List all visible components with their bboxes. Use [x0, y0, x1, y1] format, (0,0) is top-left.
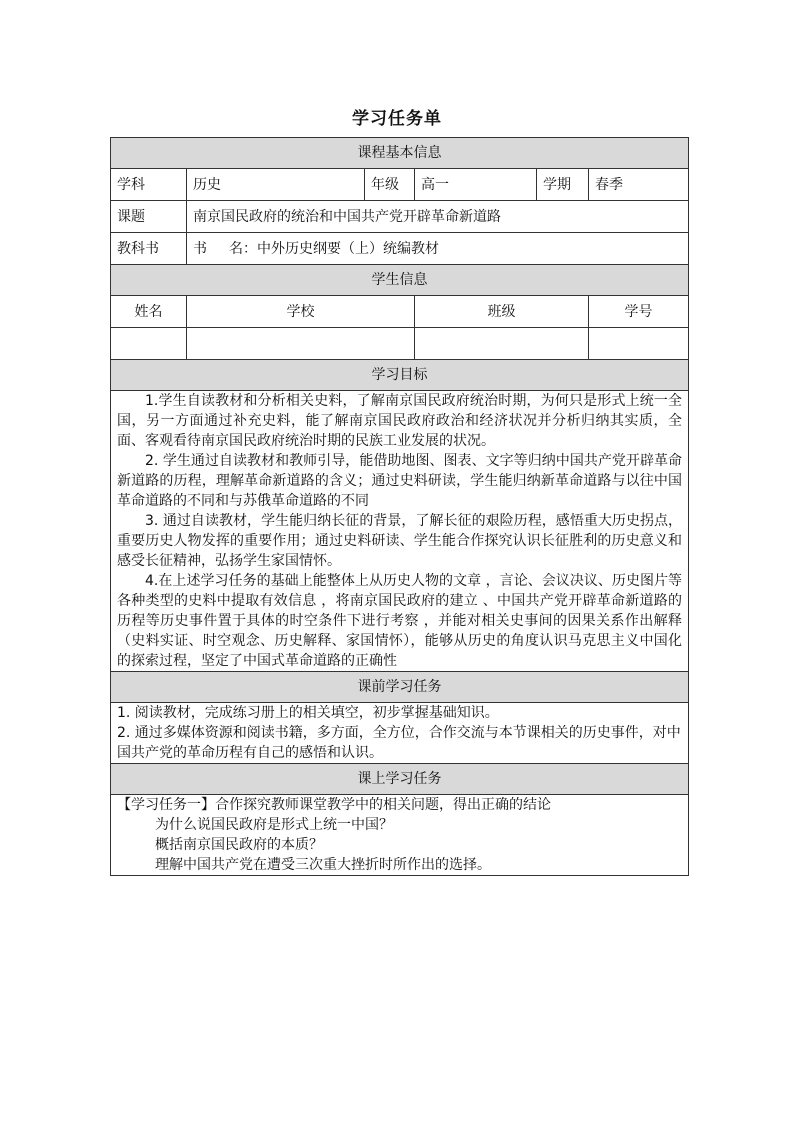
subject-row	[111, 169, 689, 201]
grade-label: 年级	[365, 169, 415, 201]
pre-class-item: 2. 通过多媒体资源和阅读书籍，多方面，全方位，合作交流与本节课相关的历史事件，对中国共产党的革命历程有自己的感悟和认识。	[117, 725, 681, 761]
in-class-header-row	[111, 764, 689, 795]
in-class-header: 课上学习任务	[111, 764, 689, 795]
pre-class-item: 1. 阅读教材，完成练习册上的相关填空，初步掌握基础知识。	[117, 705, 499, 721]
pre-class-header-row	[111, 672, 689, 703]
student-columns-row	[111, 296, 689, 328]
textbook-cell	[187, 233, 689, 265]
pre-class-row	[111, 703, 689, 764]
course-info-header: 课程基本信息	[111, 138, 689, 169]
goals-cell	[111, 391, 689, 672]
task-question: 概括南京国民政府的本质？	[155, 837, 323, 853]
term-value: 春季	[589, 169, 689, 201]
student-info-header-row	[111, 265, 689, 296]
student-info-header: 学生信息	[111, 265, 689, 296]
term-label: 学期	[537, 169, 589, 201]
student-school-column: 学校	[187, 296, 415, 328]
goals-header: 学习目标	[111, 360, 689, 391]
topic-value: 南京国民政府的统治和中国共产党开辟革命新道路	[187, 201, 689, 233]
student-school-field[interactable]	[187, 328, 415, 360]
task-question: 为什么说国民政府是形式上统一中国？	[155, 817, 393, 833]
textbook-prefix: 书	[193, 240, 207, 257]
student-name-column: 姓名	[111, 296, 187, 328]
document-title: 学习任务单	[352, 109, 442, 129]
pre-class-header: 课前学习任务	[111, 672, 689, 703]
goal-item: 4.在上述学习任务的基础上能整体上从历史人物的文章 ，言论、会议决议、历史图片等各种类型的史料中提取有效信息 ，将南京国民政府的建立 、中国共产党开辟革命新道路的历程等历史事件置于具体的时空条件下进行考察 ，并能对相关史事间的因果关系作出解释（史料实证、时空观念、历史解释、家国情怀），能够从历史的角度认识马克思主义中国化的探索过程，坚定了中国式革命道路的正确性	[117, 573, 683, 669]
grade-value: 高一	[415, 169, 537, 201]
pre-class-cell	[111, 703, 689, 764]
goal-item: 1.学生自读教材和分析相关史料，了解南京国民政府统治时期，为何只是形式上统一全国，另一方面通过补充史料，能了解南京国民政府政治和经济状况并分析归纳其实质，全面、客观看待南京国民政府统治时期的民族工业发展的状况。	[117, 393, 683, 449]
textbook-value: 名：中外历史纲要（上）统编教材	[229, 240, 439, 257]
goals-row	[111, 391, 689, 672]
goal-item: 2. 学生通过自读教材和教师引导，能借助地图、图表、文字等归纳中国共产党开辟革命新道路的历程，理解革命新道路的含义；通过史料研读，学生能归纳新革命道路与以往中国革命道路的不同和与苏俄革命道路的不同	[117, 453, 683, 509]
in-class-row	[111, 795, 689, 876]
topic-row	[111, 201, 689, 233]
goals-header-row	[111, 360, 689, 391]
student-name-field[interactable]	[111, 328, 187, 360]
textbook-row	[111, 233, 689, 265]
task-sheet-table	[110, 137, 689, 876]
goal-item: 3. 通过自读教材，学生能归纳长征的背景，了解长征的艰险历程，感悟重大历史拐点，重要历史人物发挥的重要作用；通过史料研读、学生能合作探究认识长征胜利的历史意义和感受长征精神，弘扬学生家国情怀。	[117, 513, 683, 569]
course-info-header-row	[111, 138, 689, 169]
task-one-title: 【学习任务一】合作探究教师课堂教学中的相关问题，得出正确的结论	[117, 797, 551, 813]
textbook-label: 教科书	[111, 233, 187, 265]
student-input-row	[111, 328, 689, 360]
subject-label: 学科	[111, 169, 187, 201]
student-class-field[interactable]	[415, 328, 589, 360]
in-class-cell	[111, 795, 689, 876]
student-id-column: 学号	[589, 296, 689, 328]
topic-label: 课题	[111, 201, 187, 233]
task-question: 理解中国共产党在遭受三次重大挫折时所作出的选择。	[155, 857, 491, 873]
student-class-column: 班级	[415, 296, 589, 328]
subject-value: 历史	[187, 169, 365, 201]
student-id-field[interactable]	[589, 328, 689, 360]
